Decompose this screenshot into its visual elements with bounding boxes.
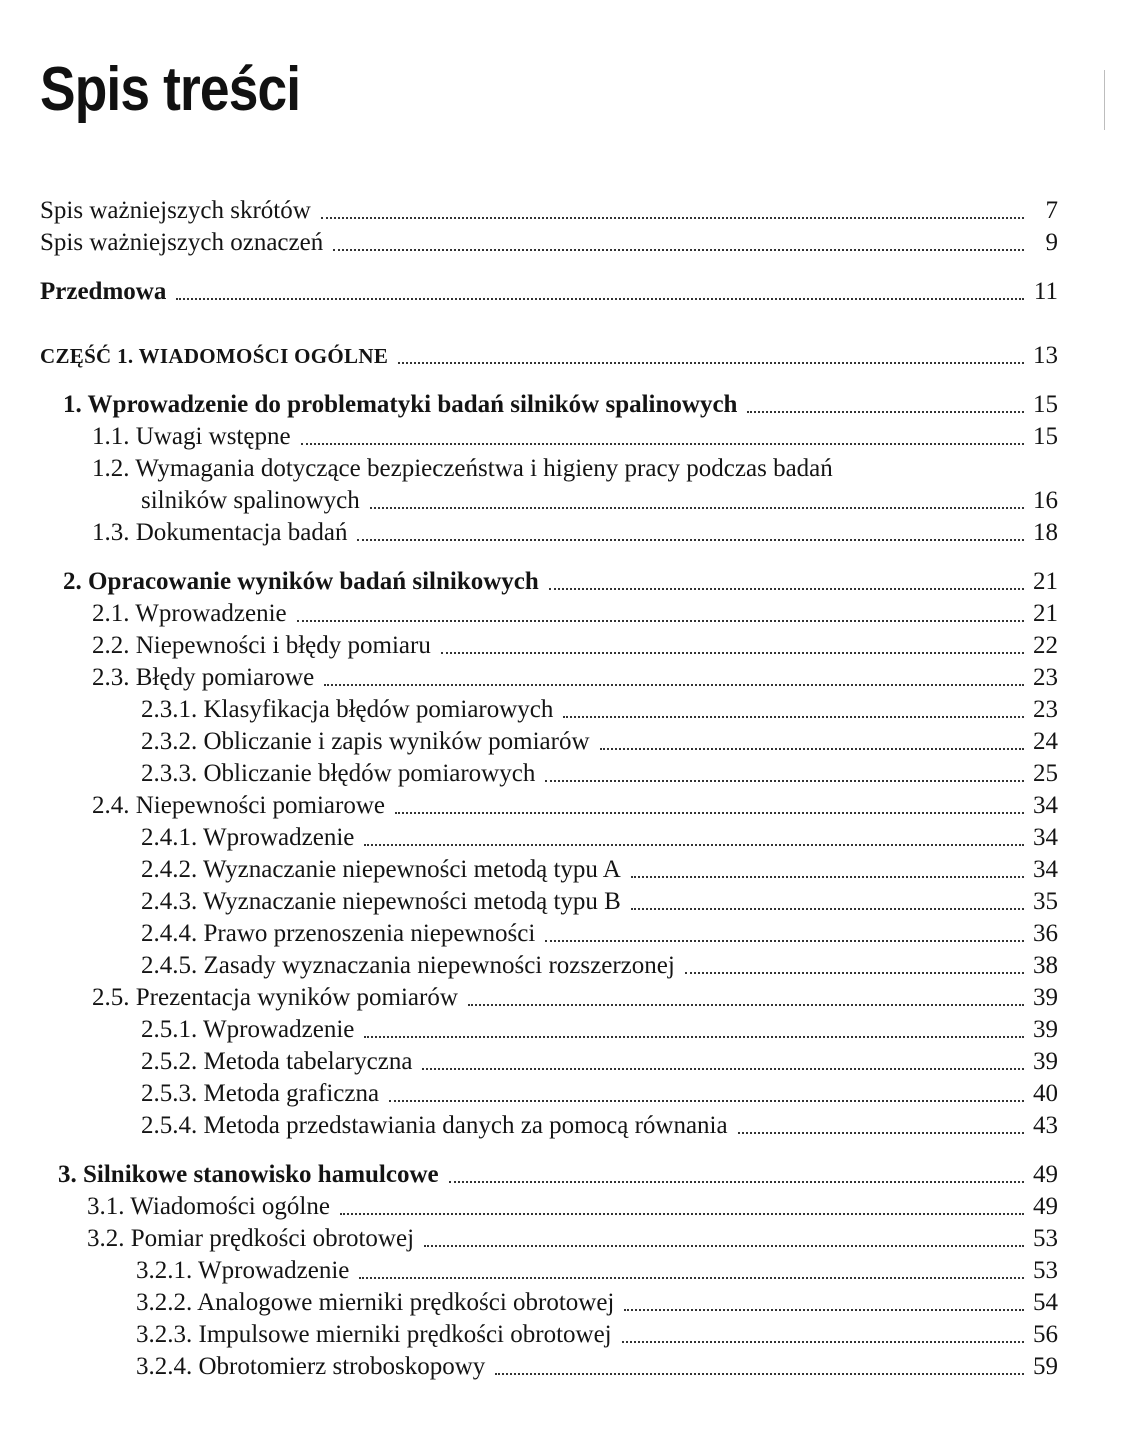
toc-entry-page: 40: [1033, 1080, 1058, 1107]
toc-entry-page: 11: [1033, 278, 1058, 305]
toc-entry-page: 15: [1033, 423, 1058, 450]
toc-entry-label: Spis ważniejszych skrótów: [40, 197, 311, 224]
dot-leader: [297, 620, 1024, 622]
dot-leader: [357, 539, 1024, 541]
toc-entry[interactable]: [141, 1047, 1058, 1077]
dot-leader: [685, 972, 1024, 974]
toc-entry-label: 2.1. Wprowadzenie: [92, 600, 287, 627]
toc-entry-label: 2. Opracowanie wyników badań silnikowych: [63, 568, 539, 595]
toc-entry-page: 34: [1033, 792, 1058, 819]
dot-leader: [563, 716, 1024, 718]
toc-entry[interactable]: [141, 919, 1058, 949]
toc-entry-label: 2.4.1. Wprowadzenie: [141, 824, 355, 851]
dot-leader: [624, 1309, 1024, 1311]
dot-leader: [622, 1341, 1024, 1343]
dot-leader: [333, 249, 1024, 251]
toc-entry-page: 53: [1033, 1225, 1058, 1252]
toc-entry-page: 23: [1033, 696, 1058, 723]
dot-leader: [364, 1036, 1024, 1038]
toc-entry-page: 25: [1033, 760, 1058, 787]
toc-entry[interactable]: [136, 1352, 1058, 1382]
toc-entry-page: 23: [1033, 664, 1058, 691]
dot-leader: [631, 876, 1024, 878]
toc-entry-label: 1.3. Dokumentacja badań: [92, 519, 348, 546]
toc-entry-label: Spis ważniejszych oznaczeń: [40, 229, 324, 256]
toc-entry[interactable]: [141, 695, 1058, 725]
toc-entry-page: 21: [1033, 568, 1058, 595]
toc-entry-page: 34: [1033, 824, 1058, 851]
toc-entry-page: 56: [1033, 1321, 1058, 1348]
toc-entry[interactable]: [141, 759, 1058, 789]
toc-entry[interactable]: [92, 599, 1058, 629]
toc-entry-label: 3.1. Wiadomości ogólne: [87, 1193, 330, 1220]
toc-entry-label: 2.5.3. Metoda graficzna: [141, 1080, 380, 1107]
toc-entry[interactable]: [141, 887, 1058, 917]
toc-entry[interactable]: [141, 1079, 1058, 1109]
toc-entry-label[interactable]: 1.2. Wymagania dotyczące bezpieczeństwa i higieny pracy podczas badań: [92, 455, 833, 482]
toc-entry-label: 3.2.3. Impulsowe mierniki prędkości obrotowej: [136, 1321, 612, 1348]
dot-leader: [422, 1068, 1024, 1070]
toc-entry[interactable]: [141, 727, 1058, 757]
toc-entry-label: 2.3.2. Obliczanie i zapis wyników pomiarów: [141, 728, 590, 755]
dot-leader: [631, 908, 1024, 910]
toc-entry-page: 39: [1033, 1048, 1058, 1075]
toc-entry[interactable]: [141, 486, 1058, 516]
toc-entry-label: 3.2.4. Obrotomierz stroboskopowy: [136, 1353, 486, 1380]
dot-leader: [545, 940, 1024, 942]
toc-entry[interactable]: [92, 983, 1058, 1013]
toc-entry-page: 53: [1033, 1257, 1058, 1284]
toc-entry-label: silników spalinowych: [141, 487, 360, 514]
toc-entry[interactable]: [136, 1288, 1058, 1318]
toc-entry-page: 18: [1033, 519, 1058, 546]
toc-entry-label: 2.4.2. Wyznaczanie niepewności metodą typu A: [141, 856, 621, 883]
toc-entry[interactable]: [136, 1256, 1058, 1286]
dot-leader: [395, 812, 1024, 814]
toc-entry-label: 2.3. Błędy pomiarowe: [92, 664, 315, 691]
toc-entry-page: 21: [1033, 600, 1058, 627]
dot-leader: [176, 298, 1024, 300]
toc-entry-page: 24: [1033, 728, 1058, 755]
toc-entry[interactable]: [40, 196, 1058, 226]
toc-entry[interactable]: [92, 631, 1058, 661]
toc-entry[interactable]: [40, 228, 1058, 258]
toc-entry[interactable]: [87, 1224, 1058, 1254]
toc-entry-label: 3. Silnikowe stanowisko hamulcowe: [58, 1161, 439, 1188]
dot-leader: [321, 217, 1024, 219]
toc-entry-label: 3.2.1. Wprowadzenie: [136, 1257, 350, 1284]
toc-entry-page: 49: [1033, 1193, 1058, 1220]
toc-entry[interactable]: [141, 1015, 1058, 1045]
scan-artifact: [1104, 70, 1105, 130]
toc-entry-page: 38: [1033, 952, 1058, 979]
toc-entry-page: 16: [1033, 487, 1058, 514]
toc-entry-page: 54: [1033, 1289, 1058, 1316]
dot-leader: [449, 1181, 1024, 1183]
toc-entry-page: 34: [1033, 856, 1058, 883]
toc-entry[interactable]: [58, 1160, 1058, 1190]
toc-entry[interactable]: [40, 277, 1058, 307]
dot-leader: [324, 684, 1024, 686]
dot-leader: [549, 588, 1024, 590]
dot-leader: [340, 1213, 1024, 1215]
toc-entry-label: 2.4.5. Zasady wyznaczania niepewności rozszerzonej: [141, 952, 675, 979]
toc-entry-label: 2.5.1. Wprowadzenie: [141, 1016, 355, 1043]
dot-leader: [738, 1132, 1024, 1134]
toc-entry-page: 43: [1033, 1112, 1058, 1139]
dot-leader: [747, 411, 1024, 413]
dot-leader: [600, 748, 1024, 750]
dot-leader: [389, 1100, 1024, 1102]
toc-entry[interactable]: [141, 823, 1058, 853]
toc-entry-page: 59: [1033, 1353, 1058, 1380]
toc-entry-label: 2.4. Niepewności pomiarowe: [92, 792, 385, 819]
toc-entry-page: 13: [1033, 342, 1058, 369]
toc-entry-page: 39: [1033, 1016, 1058, 1043]
toc-entry[interactable]: [87, 1192, 1058, 1222]
dot-leader: [495, 1373, 1024, 1375]
toc-entry-page: 7: [1045, 197, 1058, 224]
dot-leader: [468, 1004, 1024, 1006]
toc-entry-page: 39: [1033, 984, 1058, 1011]
toc-entry-label: 2.5.2. Metoda tabelaryczna: [141, 1048, 413, 1075]
toc-entry[interactable]: [141, 1111, 1058, 1141]
toc-entry-label: CZĘŚĆ 1. WIADOMOŚCI OGÓLNE: [40, 344, 389, 368]
toc-entry[interactable]: [141, 855, 1058, 885]
toc-entry-label: 2.3.1. Klasyfikacja błędów pomiarowych: [141, 696, 554, 723]
toc-entry-label: 2.2. Niepewności i błędy pomiaru: [92, 632, 431, 659]
toc-entry-page: 15: [1033, 391, 1058, 418]
toc-entry-label: 2.3.3. Obliczanie błędów pomiarowych: [141, 760, 536, 787]
toc-entry[interactable]: [92, 663, 1058, 693]
toc-entry-page: 9: [1045, 229, 1058, 256]
toc-entry-label: Przedmowa: [40, 278, 167, 305]
dot-leader: [398, 362, 1024, 364]
page-title: Spis treści: [40, 55, 301, 124]
toc-entry[interactable]: [141, 951, 1058, 981]
toc-entry[interactable]: [136, 1320, 1058, 1350]
dot-leader: [545, 780, 1024, 782]
toc-entry[interactable]: [92, 791, 1058, 821]
toc-entry[interactable]: [92, 422, 1058, 452]
dot-leader: [424, 1245, 1024, 1247]
toc-entry-page: 35: [1033, 888, 1058, 915]
toc-entry-label: 2.4.3. Wyznaczanie niepewności metodą typu B: [141, 888, 621, 915]
toc-entry[interactable]: [92, 518, 1058, 548]
toc-entry-label: 3.2.2. Analogowe mierniki prędkości obrotowej: [136, 1289, 615, 1316]
dot-leader: [359, 1277, 1024, 1279]
toc-entry-label: 2.5. Prezentacja wyników pomiarów: [92, 984, 458, 1011]
toc-entry[interactable]: [40, 341, 1058, 371]
toc-entry-page: 36: [1033, 920, 1058, 947]
toc-entry-label: 2.4.4. Prawo przenoszenia niepewności: [141, 920, 536, 947]
toc-entry-label: 1. Wprowadzenie do problematyki badań silników spalinowych: [63, 391, 738, 418]
dot-leader: [364, 844, 1024, 846]
dot-leader: [301, 443, 1024, 445]
toc-entry-label: 1.1. Uwagi wstępne: [92, 423, 291, 450]
dot-leader: [441, 652, 1024, 654]
dot-leader: [370, 507, 1024, 509]
toc-entry[interactable]: [63, 567, 1058, 597]
toc-entry-page: 49: [1033, 1161, 1058, 1188]
toc-entry[interactable]: [63, 390, 1058, 420]
toc-entry-page: 22: [1033, 632, 1058, 659]
toc-entry-label: 2.5.4. Metoda przedstawiania danych za pomocą równania: [141, 1112, 728, 1139]
toc-entry-label: 3.2. Pomiar prędkości obrotowej: [87, 1225, 415, 1252]
